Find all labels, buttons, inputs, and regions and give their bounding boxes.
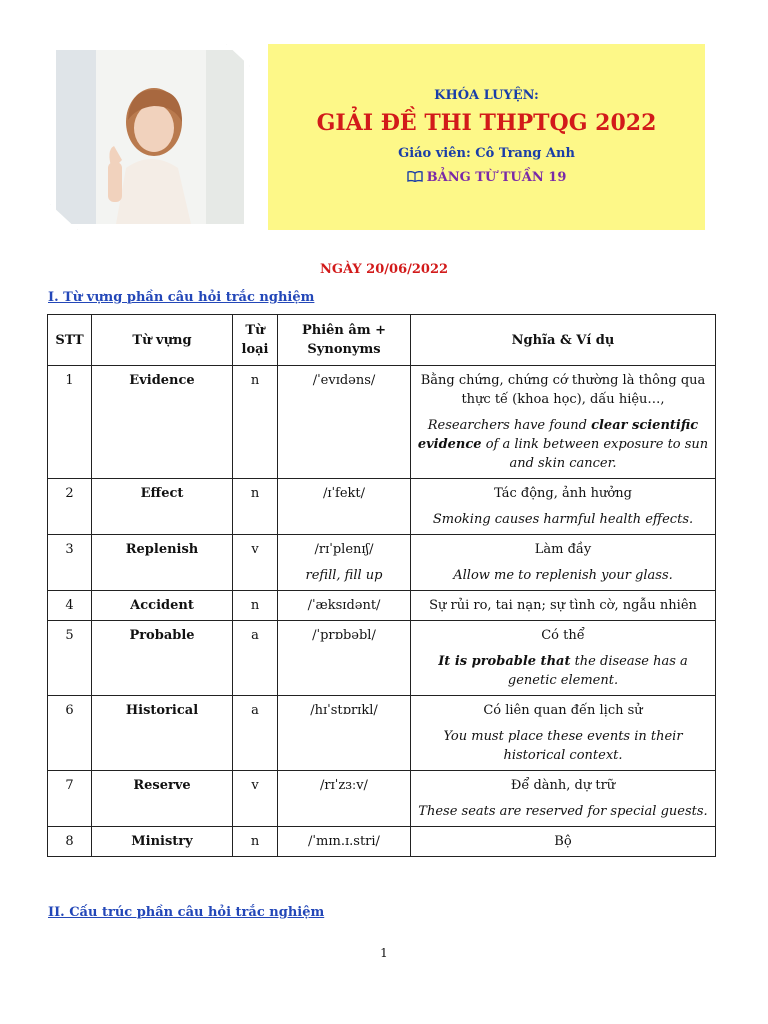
row-word: Evidence	[92, 366, 233, 479]
table-row	[48, 479, 716, 535]
row-meaning-text: Để dành, dự trữ	[510, 778, 616, 793]
row-ipa	[278, 366, 411, 479]
week-label	[268, 170, 705, 185]
example-highlight: It is probable that	[438, 654, 571, 669]
example-text: Smoking causes harmful health effects.	[432, 512, 694, 527]
row-ipa-text: /ˈmɪn.ɪ.stri/	[308, 834, 380, 849]
course-title: GIẢI ĐỀ THI THPTQG 2022	[316, 110, 657, 136]
row-ipa-text: /ˈevɪdəns/	[312, 373, 376, 388]
row-pos: v	[233, 535, 278, 591]
row-meaning-text: Sự rủi ro, tai nạn; sự tình cờ, ngẫu nhiên	[429, 598, 697, 613]
row-meaning	[411, 535, 716, 591]
row-ipa-text: /rɪˈzɜːv/	[320, 778, 368, 793]
row-ipa	[278, 535, 411, 591]
header-word: Từ vựng	[92, 315, 233, 366]
teacher-photo	[50, 44, 250, 230]
row-pos: a	[233, 621, 278, 696]
row-meaning-text: Có liên quan đến lịch sử	[483, 703, 643, 718]
table-body	[48, 366, 716, 857]
row-example	[415, 727, 711, 765]
table-row	[48, 771, 716, 827]
row-meaning	[411, 479, 716, 535]
course-header-box	[268, 44, 705, 230]
row-word: Ministry	[92, 827, 233, 857]
row-ipa	[278, 827, 411, 857]
example-text: These seats are reserved for special guests.	[418, 804, 708, 819]
row-ipa	[278, 696, 411, 771]
table-row	[48, 591, 716, 621]
lesson-date: NGÀY 20/06/2022	[319, 262, 449, 277]
row-word: Replenish	[92, 535, 233, 591]
row-word: Accident	[92, 591, 233, 621]
row-word: Probable	[92, 621, 233, 696]
header-ipa: Phiên âm + Synonyms	[278, 315, 411, 366]
row-ipa-text: /ɪˈfekt/	[322, 486, 366, 501]
row-meaning	[411, 771, 716, 827]
row-stt: 5	[48, 621, 92, 696]
row-meaning-text: Bằng chứng, chứng cớ thường là thông qua thực tế (khoa học), dấu hiệu…,	[420, 373, 706, 407]
row-ipa	[278, 771, 411, 827]
row-meaning	[411, 366, 716, 479]
row-pos: n	[233, 591, 278, 621]
row-stt: 4	[48, 591, 92, 621]
table-row	[48, 696, 716, 771]
row-ipa	[278, 479, 411, 535]
row-meaning-text: Có thể	[541, 628, 585, 643]
row-word: Effect	[92, 479, 233, 535]
row-ipa-text: /hɪˈstɒrɪkl/	[310, 703, 378, 718]
course-label: KHÓA LUYỆN:	[434, 88, 539, 103]
row-meaning-text: Làm đầy	[534, 542, 592, 557]
row-stt: 8	[48, 827, 92, 857]
vocabulary-table	[47, 314, 716, 857]
row-example	[415, 802, 711, 821]
row-meaning	[411, 621, 716, 696]
table-row	[48, 621, 716, 696]
table-header-row	[48, 315, 716, 366]
row-ipa-text: /rɪˈplenɪʃ/	[314, 542, 374, 557]
example-text: Allow me to replenish your glass.	[453, 568, 673, 583]
row-word: Historical	[92, 696, 233, 771]
row-meaning-text: Tác động, ảnh hưởng	[494, 486, 632, 501]
row-ipa	[278, 621, 411, 696]
section-vocabulary-title: I. Từ vựng phần câu hỏi trắc nghiệm	[48, 290, 315, 305]
header-meaning: Nghĩa & Ví dụ	[411, 315, 716, 366]
row-example	[415, 416, 711, 473]
row-ipa-text: /ˈæksɪdənt/	[307, 598, 381, 613]
table-row	[48, 827, 716, 857]
row-stt: 6	[48, 696, 92, 771]
teacher-portrait-image	[56, 50, 244, 224]
row-stt: 1	[48, 366, 92, 479]
header-pos: Từ loại	[233, 315, 278, 366]
table-row	[48, 366, 716, 479]
row-ipa-text: /ˈprɒbəbl/	[312, 628, 376, 643]
row-pos: n	[233, 479, 278, 535]
row-stt: 3	[48, 535, 92, 591]
header-stt: STT	[48, 315, 92, 366]
example-highlight: clear scientific evidence	[417, 418, 699, 452]
row-pos: n	[233, 827, 278, 857]
example-text: Researchers have found	[427, 418, 592, 433]
row-stt: 2	[48, 479, 92, 535]
book-icon	[407, 171, 423, 182]
section-structure-title: II. Cấu trúc phần câu hỏi trắc nghiệm	[48, 905, 325, 920]
row-meaning	[411, 696, 716, 771]
row-stt: 7	[48, 771, 92, 827]
row-example	[415, 566, 711, 585]
row-meaning-text: Bộ	[554, 834, 572, 849]
row-word: Reserve	[92, 771, 233, 827]
week-text: BẢNG TỪ TUẦN 19	[426, 170, 567, 185]
row-pos: a	[233, 696, 278, 771]
row-pos: n	[233, 366, 278, 479]
page-number: 1	[380, 946, 388, 960]
example-text: You must place these events in their historical context.	[443, 729, 683, 763]
example-text-end: the disease has a genetic element.	[507, 654, 688, 688]
example-text-end: of a link between exposure to sun and skin cancer.	[481, 437, 709, 471]
row-synonyms: refill, fill up	[305, 568, 383, 583]
row-example	[415, 510, 711, 529]
row-meaning	[411, 591, 716, 621]
teacher-name: Giáo viên: Cô Trang Anh	[398, 146, 575, 161]
row-pos: v	[233, 771, 278, 827]
row-meaning	[411, 827, 716, 857]
row-example	[415, 652, 711, 690]
row-ipa	[278, 591, 411, 621]
table-row	[48, 535, 716, 591]
